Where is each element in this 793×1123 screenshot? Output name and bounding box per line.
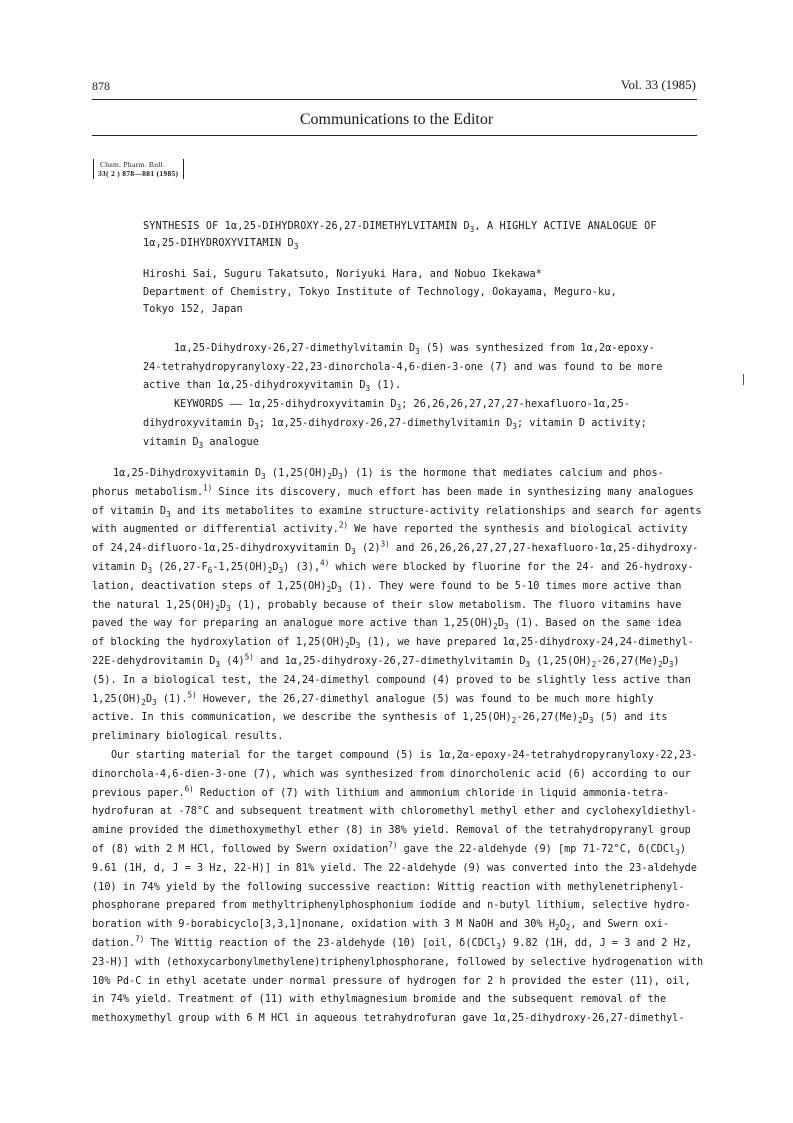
body-line: phosphorane prepared from methyltriphenylphosphonium iodide and n-butyl lithium, selective hydro-: [92, 900, 691, 912]
body-line: dation.$^{7)}$ The Wittig reaction of the 23-aldehyde (10) [oil, δ(CDCl$_3$) 9.82 (1H, dd, J = 3 and 2 Hz,: [92, 934, 693, 951]
article-title: [143, 218, 657, 252]
author-block: [143, 266, 617, 319]
body-line: paved the way for preparing an analogue more active than $1,25(OH)_2D_3$ (1). Based on the same idea: [92, 618, 682, 632]
body-line: previous paper.$^{6)}$ Reduction of (7) with lithium and ammonium chloride in liquid ammonia-tetra-: [92, 784, 670, 799]
body-line: 23-H)] with (ethoxycarbonylmethylene)triphenylphosphorane, followed by selective hydrogenation with: [92, 956, 704, 968]
body-line: 1α,25-Dihydroxyvitamin $D_3$ $(1,25(OH)_2D_3)$ (1) is the hormone that mediates calcium and phos-: [113, 468, 664, 482]
body-line: in 74% yield. Treatment of (11) with ethylmagnesium bromide and the subsequent removal of the: [92, 994, 667, 1006]
body-line: of vitamin $D_3$ and its metabolites to examine structure-activity relationships and search for agents: [92, 505, 702, 519]
body-line: the natural $1,25(OH)_2D_3$ (1), probably because of their slow metabolism. The fluoro vitamins have: [92, 599, 682, 613]
body-line: lation, deactivation steps of $1,25(OH)_2D_3$ (1). They were found to be 5-10 times more active than: [92, 580, 682, 594]
title-line: SYNTHESIS OF 1α,25-DIHYDROXY-26,27-DIMETHYLVITAMIN $D_3$, A HIGHLY ACTIVE ANALOGUE OF: [143, 221, 657, 235]
body-line: with augmented or differential activity.$^{2)}$ We have reported the synthesis and biological activity: [92, 521, 688, 536]
body-line: amine provided the dimethoxymethyl ether (8) in 38% yield. Removal of the tetrahydropyranyl group: [92, 825, 691, 837]
body-line: (5). In a biological test, the 24,24-dimethyl compound (4) proved to be slightly less active than: [92, 674, 691, 686]
body-line: of (8) with 2 M HCl, followed by Swern oxidation$^{7)}$ gave the 22-aldehyde (9) [mp 71-72°C, δ(CDCl$_3$): [92, 840, 687, 857]
page-number: 878: [92, 79, 110, 93]
keywords-line: KEYWORDS ―― 1α,25-dihydroxyvitamin $D_3$; 26,26,26,27,27,27-hexafluoro-1α,25-: [174, 399, 630, 413]
margin-mark: [743, 374, 744, 385]
section-title: Communications to the Editor: [299, 111, 494, 128]
body-line: phorus metabolism.$^{1)}$ Since its discovery, much effort has been made in synthesizing many analogues: [92, 483, 694, 498]
body-line: 22E-dehydrovitamin $D_3$ $(4)^{5)}$ and 1α,25-dihydroxy-26,27-dimethylvitamin $D_3$ $(1,25(OH)_2-26,27(Me)_2D_3)$: [92, 652, 680, 669]
title-line: 1α,25-DIHYDROXYVITAMIN $D_3$: [143, 238, 299, 252]
keywords-line: vitamin $D_3$ analogue: [143, 436, 259, 450]
body-text: [92, 465, 703, 1029]
body-line: 9.61 (1H, d, J = 3 Hz, 22-H)] in 81% yield. The 22-aldehyde (9) was converted into the 23-aldehyde: [92, 862, 697, 874]
body-line: hydrofuran at -78°C and subsequent treatment with chloromethyl methyl ether and cyclohexyldiethyl-: [92, 806, 697, 818]
abstract: [143, 340, 662, 452]
affiliation-line: Tokyo 152, Japan: [143, 304, 243, 315]
body-line: 10% Pd-C in ethyl acetate under normal pressure of hydrogen for 2 h provided the ester (11), oil,: [92, 975, 691, 987]
abstract-line: active than 1α,25-dihydroxyvitamin $D_3$ (1).: [143, 380, 402, 394]
abstract-line: 1α,25-Dihydroxy-26,27-dimethylvitamin $D_3$ (5) was synthesized from 1α,2α-epoxy-: [174, 343, 655, 357]
body-line: active. In this communication, we describe the synthesis of $1,25(OH)_2-26,27(Me)_2D_3$ (5) and its: [92, 712, 668, 726]
author-list: Hiroshi Sai, Suguru Takatsuto, Noriyuki Hara, and Nobuo Ikekawa*: [143, 269, 542, 280]
body-line: Our starting material for the target compound (5) is 1α,2α-epoxy-24-tetrahydropyranyloxy-22,23-: [111, 749, 698, 761]
header-rule-bottom: [92, 135, 697, 136]
volume-label: Vol. 33 (1985): [620, 77, 696, 92]
citation-volume: 33( 2 ) 878—881 (1985): [98, 169, 179, 178]
affiliation-line: Department of Chemistry, Tokyo Institute of Technology, Ookayama, Meguro-ku,: [143, 286, 617, 298]
body-line: boration with 9-borabicyclo[3,3,1]nonane, oxidation with 3 M NaOH and 30% $H_2O_2$, and Swern oxi-: [92, 919, 670, 933]
body-line: dinorchola-4,6-dien-3-one (7), which was synthesized from dinorcholenic acid (6) according to our: [92, 768, 691, 780]
body-line: preliminary biological results.: [92, 731, 284, 743]
abstract-line: 24-tetrahydropyranyloxy-22,23-dinorchola-4,6-dien-3-one (7) and was found to be more: [143, 361, 663, 373]
citation-journal: Chem. Pharm. Bull.: [100, 160, 166, 169]
body-line: (10) in 74% yield by the following successive reaction: Wittig reaction with methylenetriphenyl-: [92, 881, 685, 893]
citation-box: [93, 159, 184, 179]
keywords-line: dihydroxyvitamin $D_3$; 1α,25-dihydroxy-26,27-dimethylvitamin $D_3$; vitamin D activity;: [143, 417, 647, 431]
header-rule-top: [92, 99, 697, 100]
body-line: vitamin $D_3$ $(26,27-F_6-1,25(OH)_2D_3)$ (3),$^{4)}$ which were blocked by fluorine for the 24- and 26-hydroxy-: [92, 558, 694, 576]
body-line: $1,25(OH)_2D_3$ (1).$^{5)}$ However, the 26,27-dimethyl analogue (5) was found to be much more highly: [92, 690, 654, 707]
body-line: methoxymethyl group with 6 M HCl in aqueous tetrahydrofuran gave 1α,25-dihydroxy-26,27-dimethyl-: [92, 1013, 685, 1025]
body-line: of 24,24-difluoro-1α,25-dihydroxyvitamin $D_3$ $(2)^{3)}$ and 26,26,26,27,27,27-hexafluoro-1α,25-dihydroxy-: [92, 539, 699, 557]
body-line: of blocking the hydroxylation of $1,25(OH)_2D_3$ (1), we have prepared 1α,25-dihydroxy-24,24-dimethyl-: [92, 637, 694, 651]
